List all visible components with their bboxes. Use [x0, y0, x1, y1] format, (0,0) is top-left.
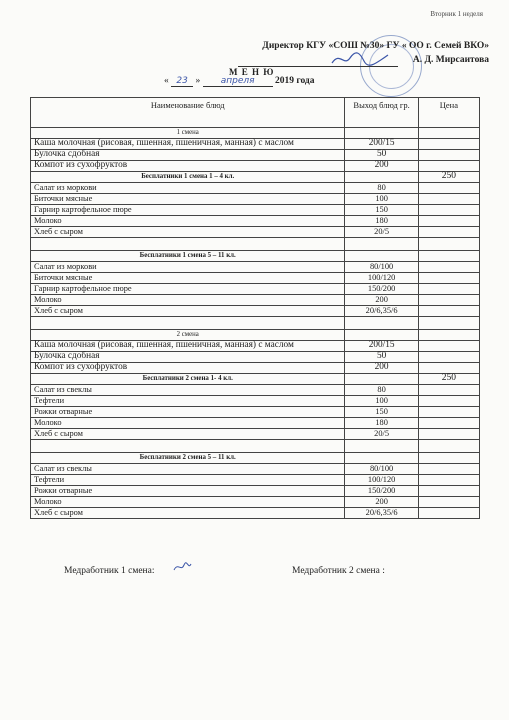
item-name: Молоко — [31, 216, 345, 227]
item-output: 50 — [345, 150, 418, 161]
menu-date — [164, 76, 314, 87]
item-output: 200/15 — [345, 139, 418, 150]
shift1-row — [31, 128, 480, 139]
table-row — [31, 306, 480, 317]
table-row — [31, 295, 480, 306]
table-row — [31, 194, 480, 205]
item-name: Рожки отварные — [31, 486, 345, 497]
item-output: 200 — [345, 161, 418, 172]
item-name: Хлеб с сыром — [31, 508, 345, 519]
item-output: 80/100 — [345, 464, 418, 475]
item-name: Молоко — [31, 418, 345, 429]
table-row — [31, 183, 480, 194]
group1-price: 250 — [418, 172, 479, 183]
item-name: Каша молочная (рисовая, пшенная, пшеничная, манная) с маслом — [31, 341, 345, 352]
table-row — [31, 363, 480, 374]
item-output: 150 — [345, 205, 418, 216]
table-row — [31, 486, 480, 497]
medic-shift1-label: Медработник 1 смена: — [64, 566, 155, 576]
item-output: 20/6,35/6 — [345, 508, 418, 519]
item-name: Салат из моркови — [31, 183, 345, 194]
table-row — [31, 273, 480, 284]
table-row — [31, 475, 480, 486]
item-output: 100 — [345, 194, 418, 205]
shift2-row — [31, 330, 480, 341]
date-close-quote: » — [195, 76, 201, 86]
item-output: 80/100 — [345, 262, 418, 273]
item-name: Компот из сухофруктов — [31, 363, 345, 374]
item-output: 20/6,35/6 — [345, 306, 418, 317]
table-row — [31, 508, 480, 519]
table-row — [31, 150, 480, 161]
director-title: Директор КГУ «СОШ №30» ГУ « ОО г. Семей ВКО» — [262, 41, 489, 51]
item-output: 200/15 — [345, 341, 418, 352]
item-name: Хлеб с сыром — [31, 306, 345, 317]
table-row — [31, 284, 480, 295]
item-name: Хлеб с сыром — [31, 227, 345, 238]
item-output: 80 — [345, 183, 418, 194]
group2-title: Бесплатники 1 смена 5 – 11 кл. — [31, 251, 345, 262]
item-name: Компот из сухофруктов — [31, 161, 345, 172]
group3-price: 250 — [418, 374, 479, 385]
header-name: Наименование блюд — [31, 98, 345, 128]
table-row — [31, 262, 480, 273]
group-header-row — [31, 374, 480, 385]
table-row — [31, 352, 480, 363]
director-name: А. Д. Мирсаитова — [412, 55, 489, 65]
menu-table — [30, 97, 480, 519]
header-price: Цена — [418, 98, 479, 128]
item-output: 20/5 — [345, 227, 418, 238]
header-output: Выход блюд гр. — [345, 98, 418, 128]
item-name: Тефтели — [31, 396, 345, 407]
item-name: Биточки мясные — [31, 194, 345, 205]
table-row — [31, 216, 480, 227]
spacer-row — [31, 440, 480, 453]
table-row — [31, 139, 480, 150]
item-name: Молоко — [31, 497, 345, 508]
item-output: 200 — [345, 497, 418, 508]
item-output: 100 — [345, 396, 418, 407]
item-name: Рожки отварные — [31, 407, 345, 418]
item-output: 150 — [345, 407, 418, 418]
item-name: Салат из свеклы — [31, 464, 345, 475]
table-row — [31, 497, 480, 508]
table-row — [31, 385, 480, 396]
table-row — [31, 227, 480, 238]
spacer-row — [31, 238, 480, 251]
item-output: 100/120 — [345, 475, 418, 486]
item-name: Салат из моркови — [31, 262, 345, 273]
spacer-row — [31, 317, 480, 330]
item-output: 150/200 — [345, 284, 418, 295]
item-output: 100/120 — [345, 273, 418, 284]
menu-title: М Е Н Ю — [229, 67, 275, 77]
item-name: Салат из свеклы — [31, 385, 345, 396]
item-output: 50 — [345, 352, 418, 363]
table-row — [31, 429, 480, 440]
item-name: Гарнир картофельное пюре — [31, 205, 345, 216]
table-row — [31, 407, 480, 418]
medic-shift2-label: Медработник 2 смена : — [292, 566, 385, 576]
item-name: Каша молочная (рисовая, пшенная, пшеничная, манная) с маслом — [31, 139, 345, 150]
item-name: Булочка сдобная — [31, 352, 345, 363]
item-name: Биточки мясные — [31, 273, 345, 284]
group4-title: Бесплатники 2 смена 5 – 11 кл. — [31, 453, 345, 464]
group-header-row — [31, 251, 480, 262]
group3-title: Бесплатники 2 смена 1- 4 кл. — [31, 374, 345, 385]
item-name: Булочка сдобная — [31, 150, 345, 161]
table-row — [31, 341, 480, 352]
item-output: 20/5 — [345, 429, 418, 440]
date-day: 23 — [171, 76, 193, 87]
item-name: Молоко — [31, 295, 345, 306]
item-name: Хлеб с сыром — [31, 429, 345, 440]
item-output: 150/200 — [345, 486, 418, 497]
shift1-label: 1 смена — [31, 128, 345, 139]
group1-title: Бесплатники 1 смена 1 – 4 кл. — [31, 172, 345, 183]
table-row — [31, 161, 480, 172]
table-header-row — [31, 98, 480, 128]
item-output: 180 — [345, 418, 418, 429]
table-row — [31, 396, 480, 407]
date-month: апреля — [203, 76, 273, 87]
item-name: Тефтели — [31, 475, 345, 486]
table-row — [31, 464, 480, 475]
item-output: 180 — [345, 216, 418, 227]
date-open-quote: « — [164, 76, 169, 86]
item-name: Гарнир картофельное пюре — [31, 284, 345, 295]
item-output: 200 — [345, 363, 418, 374]
header-note: Вторник 1 неделя — [430, 10, 483, 18]
item-output: 80 — [345, 385, 418, 396]
date-year: 2019 года — [275, 76, 315, 86]
medic-signature — [172, 560, 192, 574]
table-row — [31, 205, 480, 216]
shift2-label: 2 смена — [31, 330, 345, 341]
group-header-row — [31, 172, 480, 183]
table-row — [31, 418, 480, 429]
item-output: 200 — [345, 295, 418, 306]
group-header-row — [31, 453, 480, 464]
